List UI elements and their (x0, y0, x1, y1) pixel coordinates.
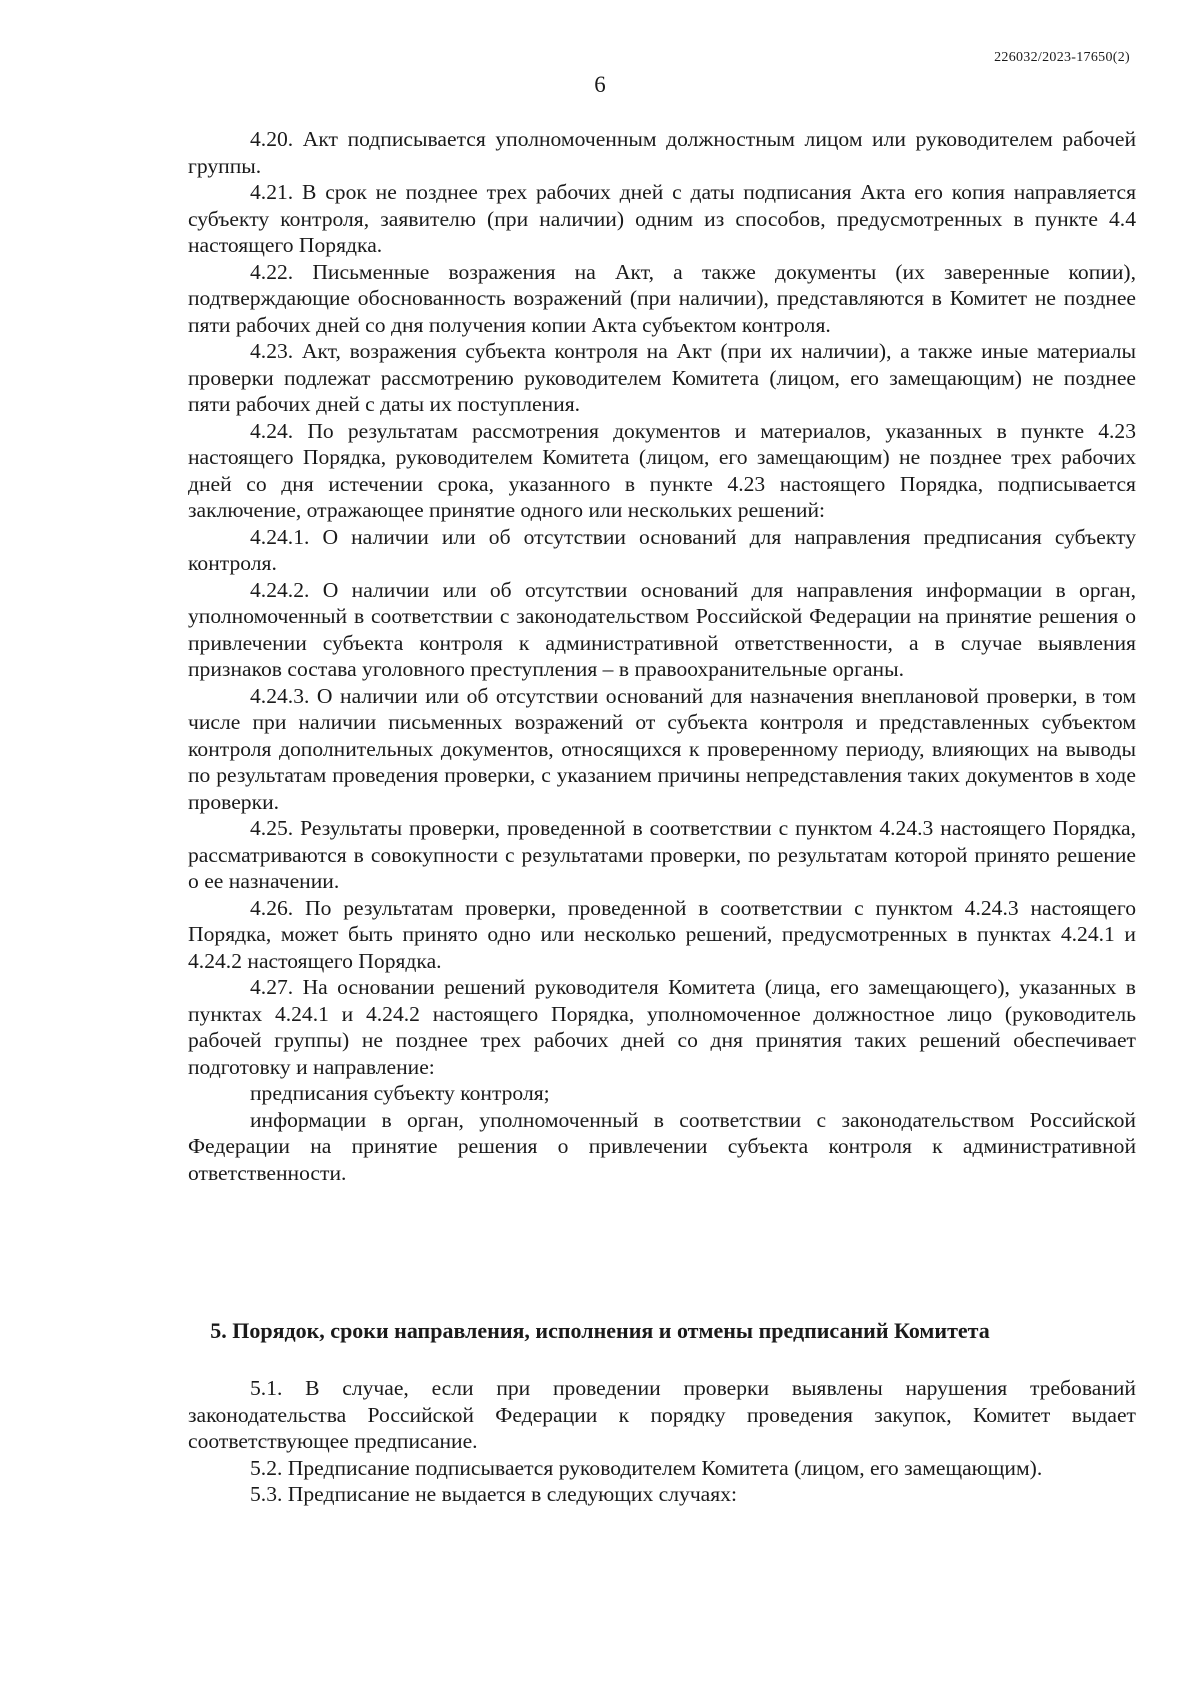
paragraph-4-24: 4.24. По результатам рассмотрения документов и материалов, указанных в пункте 4.23 настоящего Порядка, руководителем Комитета (лицом, его замещающим) не позднее трех рабочих дней со дня истечении срока, указанного в пункте 4.23 настоящего Порядка, подписывается заключение, отражающее принятие одного или нескольких решений: (188, 418, 1136, 522)
paragraph-4-22: 4.22. Письменные возражения на Акт, а также документы (их заверенные копии), подтверждающие обоснованность возражений (при наличии), представляются в Комитет не позднее пяти рабочих дней со дня получения копии Акта субъектом контроля. (188, 259, 1136, 337)
paragraph-4-23: 4.23. Акт, возражения субъекта контроля на Акт (при их наличии), а также иные материалы проверки подлежат рассмотрению руководителем Комитета (лицом, его замещающим) не позднее пяти рабочих дней с даты их поступления. (188, 339, 1136, 416)
paragraph-4-24-2: 4.24.2. О наличии или об отсутствии оснований для направления информации в орган, уполномоченный в соответствии с законодательством Российской Федерации на принятие решения о привлечении субъекта контроля к административной ответственности, а в случае выявления признаков состава уголовного преступления – в правоохранительные органы. (188, 577, 1136, 681)
paragraph-4-24-1: 4.24.1. О наличии или об отсутствии оснований для направления предписания субъекту контроля. (188, 524, 1136, 575)
section-5-title: 5. Порядок, сроки направления, исполнения и отмены предписаний Комитета (210, 1318, 990, 1343)
list-item-prescriptions: предписания субъекту контроля; (250, 1081, 550, 1105)
section-5-body (188, 1375, 1136, 1508)
page-number: 6 (594, 72, 606, 97)
list-item-information: информации в орган, уполномоченный в соответствии с законодательством Российской Федерации на принятие решения о привлечении субъекта контроля к административной ответственности. (188, 1107, 1136, 1185)
paragraph-5-1: 5.1. В случае, если при проведении проверки выявлены нарушения требований законодательства Российской Федерации к порядку проведения закупок, Комитет выдает соответствующее предписание. (188, 1376, 1136, 1453)
paragraph-5-3: 5.3. Предписание не выдается в следующих случаях: (250, 1482, 737, 1506)
document-body (188, 126, 1136, 1186)
document-registration-number: 226032/2023-17650(2) (994, 50, 1130, 65)
paragraph-4-26: 4.26. По результатам проверки, проведенной в соответствии с пунктом 4.24.3 настоящего Порядка, может быть принято одно или несколько решений, предусмотренных в пунктах 4.24.1 и 4.24.2 настоящего Порядка. (188, 895, 1136, 973)
paragraph-4-27: 4.27. На основании решений руководителя Комитета (лица, его замещающего), указанных в пунктах 4.24.1 и 4.24.2 настоящего Порядка, уполномоченное должностное лицо (руководитель рабочей группы) не позднее трех рабочих дней со дня принятия таких решений обеспечивает подготовку и направление: (188, 975, 1136, 1079)
paragraph-4-21: 4.21. В срок не позднее трех рабочих дней с даты подписания Акта его копия направляется субъекту контроля, заявителю (при наличии) одним из способов, предусмотренных в пункте 4.4 настоящего Порядка. (188, 180, 1136, 257)
paragraph-4-24-3: 4.24.3. О наличии или об отсутствии оснований для назначения внеплановой проверки, в том числе при наличии письменных возражений от субъекта контроля и представленных субъектом контроля дополнительных документов, относящихся к проверенному периоду, влияющих на выводы по результатам проведения проверки, с указанием причины непредставления таких документов в ходе проверки. (188, 683, 1136, 814)
paragraph-4-25: 4.25. Результаты проверки, проведенной в соответствии с пунктом 4.24.3 настоящего Порядка, рассматриваются в совокупности с результатами проверки, по результатам которой принято решение о ее назначении. (188, 816, 1136, 893)
paragraph-5-2: 5.2. Предписание подписывается руководителем Комитета (лицом, его замещающим). (250, 1455, 1043, 1480)
paragraph-4-20: 4.20. Акт подписывается уполномоченным должностным лицом или руководителем рабочей группы. (188, 127, 1136, 178)
